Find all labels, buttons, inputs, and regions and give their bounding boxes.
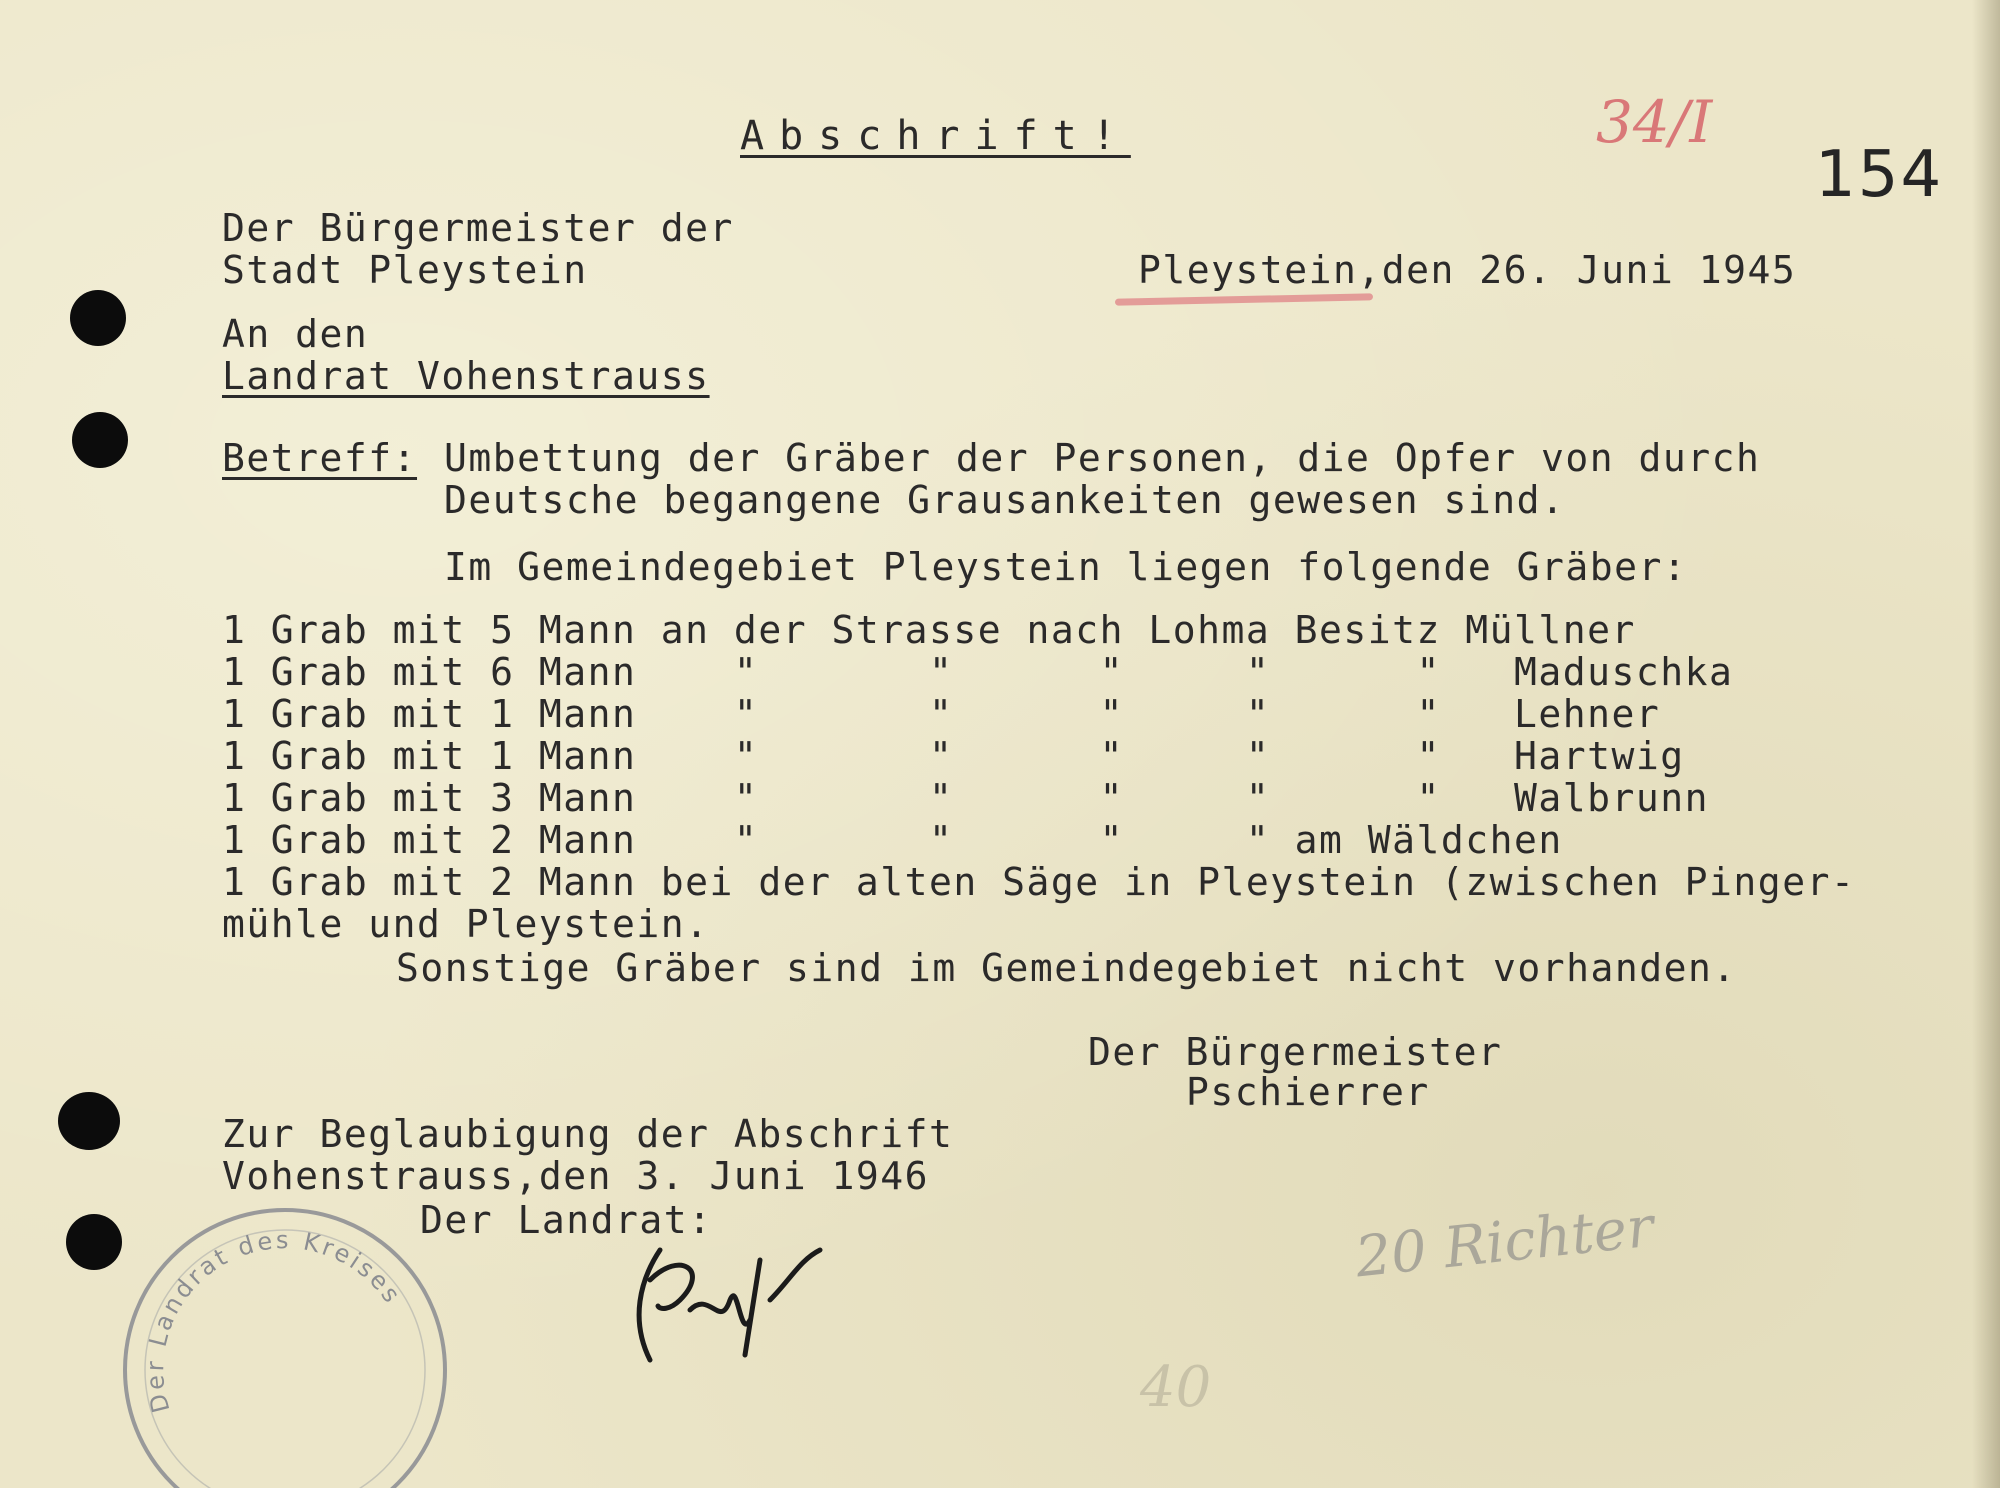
document-title: Abschrift! [740,113,1131,159]
closing-line: Sonstige Gräber sind im Gemeindegebiet nicht vorhanden. [396,946,1737,990]
pencil-number: 40 [1140,1355,1212,1420]
stamp-text: Der Landrat des Kreises [140,1226,408,1416]
grave-row: 1 Grab mit 6 Mann " " " " " Maduschka [222,650,1734,694]
certification-line-1: Zur Beglaubigung der Abschrift [222,1112,954,1156]
official-stamp [110,1180,460,1488]
grave-row: 1 Grab mit 1 Mann " " " " " Lehner [222,692,1661,736]
grave-row: 1 Grab mit 1 Mann " " " " " Hartwig [222,734,1685,778]
punch-hole [70,290,126,346]
page-edge-shadow [1972,0,2000,1488]
handwritten-signature [620,1240,850,1370]
certification-line-3: Der Landrat: [420,1198,713,1242]
red-pencil-underline [1115,293,1373,305]
subject-line-1: Umbettung der Gräber der Personen, die Opfer von durch [444,436,1761,480]
red-file-note: 34/I [1596,88,1713,156]
pencil-note: 20 Richter [1352,1194,1657,1291]
signature-name: Pschierrer [1186,1070,1430,1114]
place-date: Pleystein,den 26. Juni 1945 [1138,248,1797,292]
intro-line: Im Gemeindegebiet Pleystein liegen folgende Gräber: [444,545,1688,589]
grave-row: mühle und Pleystein. [222,902,710,946]
grave-row: 1 Grab mit 2 Mann bei der alten Säge in Pleystein (zwischen Pinger- [222,860,1856,904]
certification-line-2: Vohenstrauss,den 3. Juni 1946 [222,1154,929,1198]
signature-title: Der Bürgermeister [1088,1030,1503,1074]
recipient-line-1: An den [222,312,369,356]
grave-row: 1 Grab mit 2 Mann " " " " am Wäldchen [222,818,1563,862]
sender-line-1: Der Bürgermeister der [222,206,734,250]
recipient-line-2: Landrat Vohenstrauss [222,354,710,398]
page-number: 154 [1815,138,1944,212]
subject-label: Betreff: [222,436,418,480]
grave-row: 1 Grab mit 5 Mann an der Strasse nach Lohma Besitz Müllner [222,608,1636,652]
sender-line-2: Stadt Pleystein [222,248,588,292]
punch-hole [72,412,128,468]
svg-text:Der Landrat des Kreises [141,1226,407,1416]
punch-hole [58,1092,120,1150]
grave-row: 1 Grab mit 3 Mann " " " " " Walbrunn [222,776,1710,820]
subject-line-2: Deutsche begangene Grausankeiten gewesen sind. [444,478,1566,522]
